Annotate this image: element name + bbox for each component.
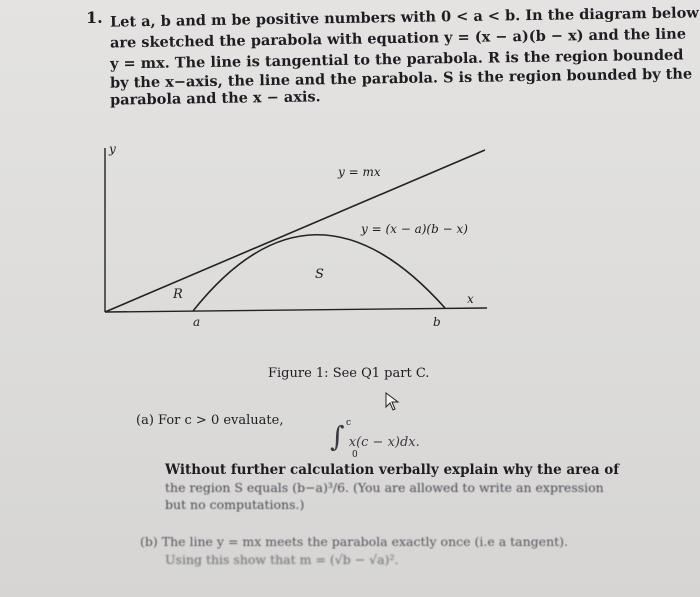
integral-lower-limit: 0 (352, 450, 358, 460)
integral-sign-icon: ∫ (330, 420, 345, 453)
parabola-label: y = (x − a)(b − x) (361, 222, 468, 236)
diagram-svg (95, 140, 495, 340)
part-a-text-line-2: the region S equals (b−a)³/6. (You are allowed to write an expression (165, 480, 604, 495)
region-r-label: R (173, 287, 183, 302)
integral-upper-limit: c (346, 418, 352, 428)
part-b-text-line-1: (b) The line y = mx meets the parabola exactly once (i.e a tangent). (140, 534, 568, 549)
integrand: x(c − x)dx. (348, 435, 420, 450)
mouse-cursor-icon (385, 392, 401, 412)
x-axis (105, 308, 487, 312)
question-text-line-4: by the x−axis, the line and the parabola. S is the region bounded by the (109, 65, 693, 92)
y-axis-label: y (109, 142, 116, 156)
question-text-line-1: Let a, b and m be positive numbers with 0 < a < b. In the diagram below (109, 4, 699, 31)
tick-a-label: a (193, 315, 201, 329)
part-a-text-line-3: but no computations.) (165, 497, 305, 512)
question-text-line-5: parabola and the x − axis. (109, 88, 321, 109)
x-axis-label: x (467, 292, 474, 306)
question-text-line-2: are sketched the parabola with equation y = (x − a)(b − x) and the line (109, 25, 687, 52)
question-number: 1. (86, 8, 103, 27)
part-b-text-line-2: Using this show that m = (√b − √a)². (165, 552, 399, 567)
line-label: y = mx (338, 165, 381, 179)
diagram (95, 140, 495, 340)
region-s-label: S (315, 267, 324, 282)
question-text-line-3: y = mx. The line is tangential to the parabola. R is the region bounded (109, 46, 684, 73)
part-a-prompt: (a) For c > 0 evaluate, (136, 413, 284, 428)
part-a-text-line-1: Without further calculation verbally explain why the area of (165, 462, 620, 478)
figure-caption: Figure 1: See Q1 part C. (268, 366, 430, 381)
tick-b-label: b (433, 315, 441, 329)
integral-expression (330, 420, 420, 453)
